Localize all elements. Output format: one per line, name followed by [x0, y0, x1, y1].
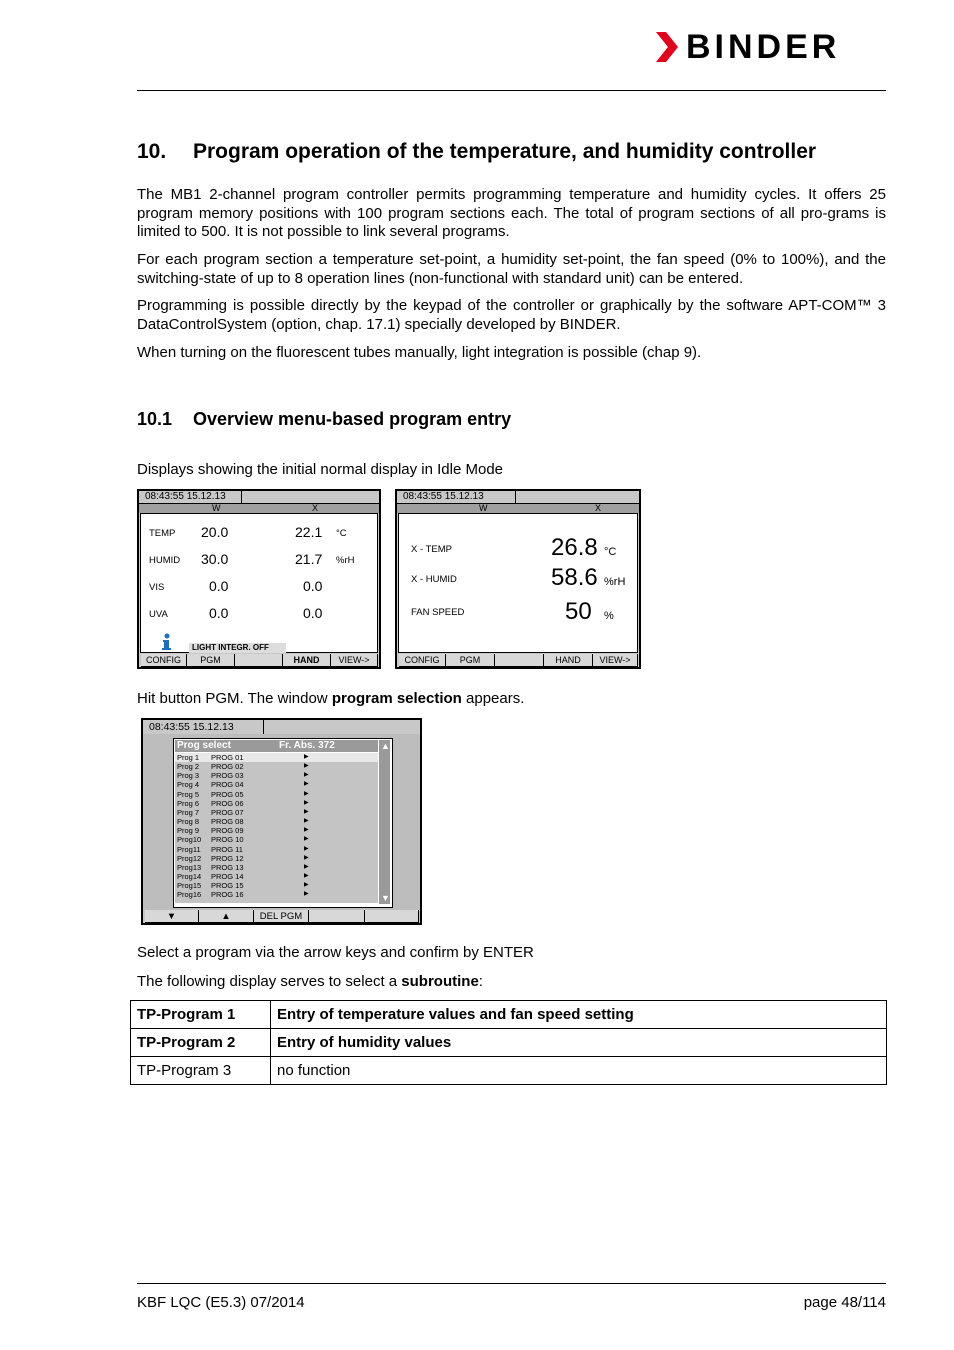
unit-label: %	[604, 610, 614, 622]
program-name: PROG 16	[211, 890, 244, 900]
table-row	[131, 1029, 887, 1057]
chevron-right-icon: ▶	[304, 891, 309, 898]
table-row	[131, 1001, 887, 1029]
actual-value: 21.7	[295, 551, 323, 567]
subsection-number: 10.1	[137, 409, 173, 429]
actual-value: 0.0	[303, 578, 323, 594]
paragraph-3: Programming is possible directly by the keypad of the controller or graphically by the software APT-COM™ 3 DataControlSystem (option, chap. 17.1) specially developed by BINDER.	[137, 297, 886, 333]
subsection-title: Overview menu-based program entry	[193, 409, 512, 429]
displays-caption: Displays showing the initial normal display in Idle Mode	[137, 461, 504, 478]
setpoint-value: 0.0	[209, 578, 229, 594]
program-name: PROG 13	[211, 862, 244, 872]
scroll-up-icon[interactable]: ▲	[381, 741, 390, 751]
hand-button[interactable]: HAND	[283, 654, 331, 667]
column-x: X	[595, 503, 602, 513]
program-id: Prog12	[177, 853, 202, 863]
binder-logo-icon	[656, 32, 678, 62]
config-button[interactable]: CONFIG	[399, 654, 446, 667]
program-id: Prog 1	[177, 753, 200, 762]
large-value: 50	[565, 598, 592, 625]
description-cell: Entry of temperature values and fan speed setting	[271, 1001, 887, 1029]
config-button[interactable]: CONFIG	[141, 654, 187, 667]
pgm-button[interactable]: PGM	[446, 654, 495, 667]
program-name: PROG 15	[211, 881, 244, 891]
section-heading	[137, 140, 816, 164]
chevron-right-icon: ▶	[304, 836, 309, 843]
footer-rule	[137, 1283, 886, 1284]
program-cell: TP-Program 2	[131, 1029, 271, 1057]
screen-datetime: 08:43:55 15.12.13	[145, 720, 264, 734]
program-id: Prog 6	[177, 798, 200, 808]
chevron-right-icon: ▶	[304, 818, 309, 825]
actual-value: 22.1	[295, 524, 323, 540]
program-list-item[interactable]	[175, 808, 378, 817]
program-list-item[interactable]	[175, 854, 378, 863]
program-list-item[interactable]	[175, 881, 378, 890]
paragraph-1: The MB1 2-channel program controller permits programming temperature and humidity cycles. It offers 25 program memory positions with 100 program sections each. The total of program sections of all pro-grams is limited to 500. It is not possible to link several programs.	[137, 186, 886, 240]
program-name: PROG 14	[211, 871, 244, 881]
scroll-down-icon[interactable]: ▼	[381, 893, 390, 903]
view-button[interactable]: VIEW->	[593, 654, 638, 667]
row-label: X - HUMID	[411, 574, 457, 585]
subsection-heading	[137, 409, 511, 430]
program-list-item[interactable]	[175, 890, 378, 899]
list-title: Prog select	[177, 740, 231, 751]
chevron-right-icon: ▶	[304, 790, 309, 797]
program-list-item[interactable]	[175, 799, 378, 808]
column-w: W	[479, 503, 488, 513]
program-id: Prog14	[177, 871, 202, 881]
footer-page-number: page 48/114	[803, 1294, 886, 1311]
row-label: UVA	[149, 609, 168, 620]
pgm-button[interactable]: PGM	[187, 654, 235, 667]
free-sections: Fr. Abs. 372	[279, 740, 335, 751]
program-id: Prog15	[177, 881, 202, 891]
chevron-right-icon: ▶	[304, 827, 309, 834]
arrow-up-icon: ▲	[221, 911, 231, 922]
program-id: Prog 2	[177, 762, 200, 772]
program-name: PROG 12	[211, 853, 244, 863]
setpoint-value: 20.0	[201, 524, 229, 540]
program-name: PROG 04	[211, 780, 244, 790]
chevron-right-icon: ▶	[304, 882, 309, 889]
program-id: Prog 3	[177, 771, 200, 781]
program-list-item[interactable]	[175, 845, 378, 854]
description-cell: no function	[271, 1057, 887, 1085]
chevron-right-icon: ▶	[304, 845, 309, 852]
arrow-down-button[interactable]	[145, 910, 199, 923]
program-id: Prog 7	[177, 807, 200, 817]
section-number: 10.	[137, 140, 167, 163]
screen-values	[398, 513, 638, 653]
program-list-item[interactable]	[175, 762, 378, 771]
list-scrollbar[interactable]	[379, 740, 390, 904]
column-x: X	[312, 503, 319, 513]
program-list-item[interactable]	[175, 863, 378, 872]
blank-button[interactable]	[235, 654, 283, 667]
actual-value: 0.0	[303, 605, 323, 621]
program-list-item[interactable]	[175, 780, 378, 789]
program-name: PROG 06	[211, 798, 244, 808]
program-rows	[175, 753, 378, 903]
large-value: 26.8	[551, 534, 598, 561]
program-selection-screen	[141, 718, 422, 925]
program-id: Prog10	[177, 835, 202, 845]
description-cell: Entry of humidity values	[271, 1029, 887, 1057]
setpoint-value: 0.0	[209, 605, 229, 621]
unit-label: °C	[604, 546, 617, 558]
screen-values	[140, 513, 378, 653]
chevron-right-icon: ▶	[304, 863, 309, 870]
chevron-right-icon: ▶	[304, 772, 309, 779]
chevron-right-icon: ▶	[304, 781, 309, 788]
unit-label: %rH	[336, 555, 355, 566]
row-label: HUMID	[149, 555, 181, 566]
subroutine-table	[130, 1000, 887, 1085]
unit-label: %rH	[604, 576, 626, 588]
program-list-item[interactable]	[175, 753, 378, 762]
program-list-item[interactable]	[175, 817, 378, 826]
chevron-right-icon: ▶	[304, 763, 309, 770]
program-cell: TP-Program 1	[131, 1001, 271, 1029]
controller-screen-large	[395, 489, 641, 669]
program-cell: TP-Program 3	[131, 1057, 271, 1085]
chevron-right-icon: ▶	[304, 754, 309, 760]
hit-pgm-instruction: Hit button PGM. The window program selection appears.	[137, 690, 525, 707]
arrow-down-icon: ▼	[166, 911, 177, 922]
program-name: PROG 11	[211, 844, 243, 854]
chevron-right-icon: ▶	[304, 854, 309, 861]
info-icon	[159, 633, 173, 651]
paragraph-2: For each program section a temperature set-point, a humidity set-point, the fan speed (0% to 100%), and the switching-state of up to 8 operation lines (non-functional with standard unit) can be entered.	[137, 251, 886, 287]
program-name: PROG 03	[211, 771, 244, 781]
chevron-right-icon: ▶	[304, 872, 309, 879]
program-list-item[interactable]	[175, 771, 378, 780]
row-label: TEMP	[149, 528, 176, 539]
program-name: PROG 05	[211, 789, 244, 799]
row-label: X - TEMP	[411, 544, 452, 555]
paragraph-4: When turning on the fluorescent tubes manually, light integration is possible (chap 9).	[137, 344, 702, 361]
program-list-item[interactable]	[175, 790, 378, 799]
light-integration-status: LIGHT INTEGR. OFF	[189, 643, 286, 653]
program-name: PROG 08	[211, 817, 244, 827]
del-pgm-button[interactable]: DEL PGM	[254, 910, 309, 923]
chevron-right-icon: ▶	[304, 808, 309, 815]
header-rule	[137, 90, 886, 91]
program-id: Prog 9	[177, 826, 200, 836]
view-button[interactable]: VIEW->	[331, 654, 378, 667]
program-name: PROG 07	[211, 807, 244, 817]
column-w: W	[212, 503, 221, 513]
program-name: PROG 10	[211, 835, 244, 845]
program-name: PROG 02	[211, 762, 244, 772]
section-title: Program operation of the temperature, and humidity controller	[193, 140, 817, 163]
subroutine-instruction: The following display serves to select a subroutine:	[137, 973, 483, 990]
program-id: Prog 5	[177, 789, 200, 799]
program-name: PROG 09	[211, 826, 244, 836]
program-list-item[interactable]	[175, 835, 378, 844]
arrow-up-button[interactable]	[199, 910, 254, 923]
table-row	[131, 1057, 887, 1085]
program-id: Prog 4	[177, 780, 200, 790]
brand-logo	[656, 30, 840, 64]
program-id: Prog16	[177, 890, 202, 900]
program-list-item[interactable]	[175, 872, 378, 881]
screen-datetime: 08:43:55 15.12.13	[399, 491, 516, 503]
program-id: Prog11	[177, 844, 201, 854]
select-program-instruction: Select a program via the arrow keys and confirm by ENTER	[137, 944, 534, 961]
hand-button[interactable]: HAND	[544, 654, 593, 667]
program-list	[173, 738, 393, 908]
program-id: Prog 8	[177, 817, 200, 827]
unit-label: °C	[336, 528, 347, 539]
setpoint-value: 30.0	[201, 551, 229, 567]
screen-datetime: 08:43:55 15.12.13	[141, 491, 242, 503]
blank-button[interactable]	[309, 910, 365, 923]
footer-doc-id: KBF LQC (E5.3) 07/2014	[137, 1294, 305, 1311]
controller-screen-normal	[137, 489, 381, 669]
large-value: 58.6	[551, 564, 598, 591]
program-list-item[interactable]	[175, 826, 378, 835]
row-label: FAN SPEED	[411, 607, 465, 618]
chevron-right-icon: ▶	[304, 799, 309, 806]
program-id: Prog13	[177, 862, 202, 872]
blank-button[interactable]	[365, 910, 419, 923]
program-name: PROG 01	[211, 753, 244, 762]
blank-button[interactable]	[495, 654, 544, 667]
brand-name: BINDER	[686, 28, 841, 66]
row-label: VIS	[149, 582, 165, 593]
